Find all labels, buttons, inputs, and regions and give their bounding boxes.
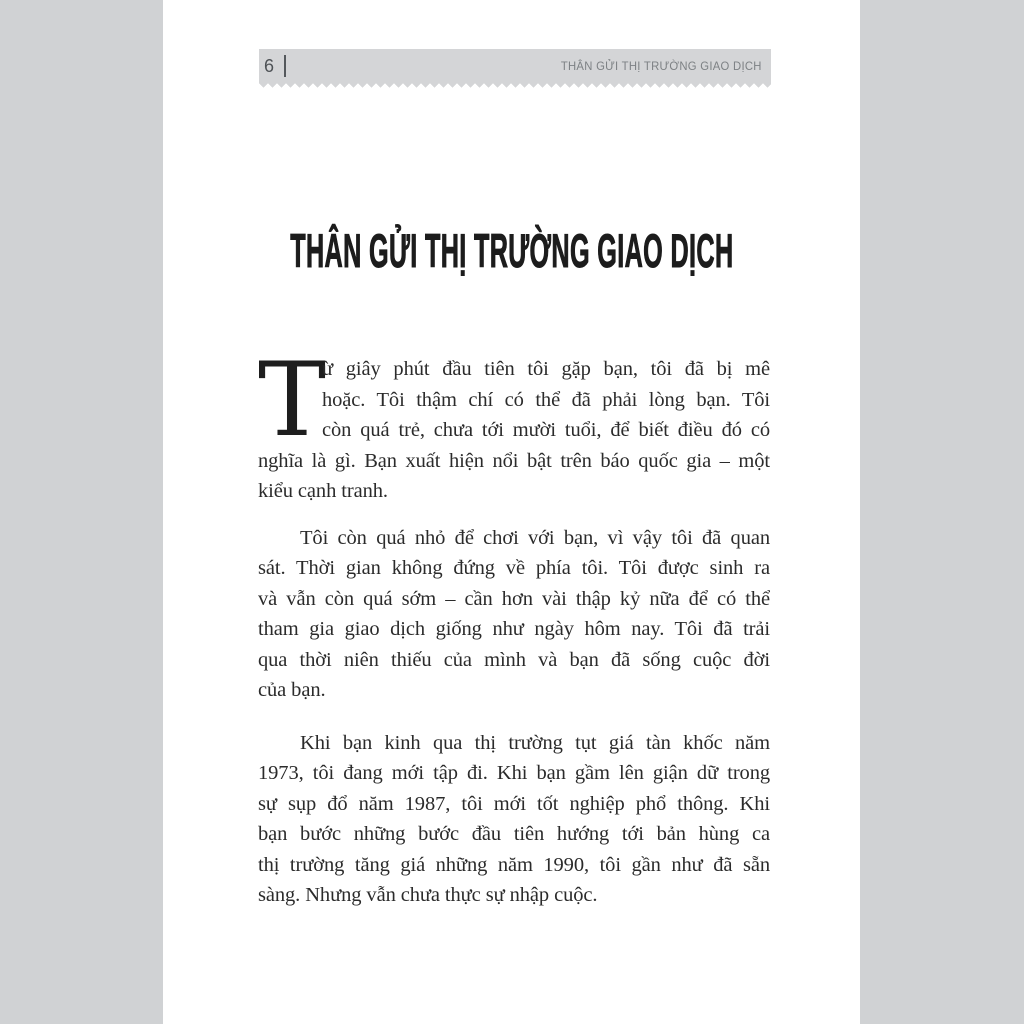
- paragraph-1: [258, 341, 770, 507]
- page-number: 6: [264, 56, 275, 76]
- body-line: Tôi còn quá nhỏ để chơi với bạn, vì vậy tôi đã quan: [300, 526, 770, 549]
- body-line: tham gia giao dịch giống như ngày hôm nay. Tôi đã trải: [258, 618, 770, 640]
- body-line: của bạn.: [258, 679, 326, 701]
- body-line: còn quá trẻ, chưa tới mười tuổi, để biết điều đó có: [322, 419, 770, 441]
- left-margin-backdrop: [0, 0, 163, 1024]
- body-line: sát. Thời gian không đứng về phía tôi. Tôi được sinh ra: [258, 557, 770, 579]
- book-page: [163, 0, 860, 1024]
- dropcap-letter: T: [258, 341, 326, 460]
- chapter-title: THÂN GỬI THỊ TRƯỜNG GIAO DỊCH: [289, 225, 734, 278]
- body-line: hoặc. Tôi thậm chí có thể đã phải lòng bạn. Tôi: [322, 388, 770, 411]
- body-line: 1973, tôi đang mới tập đi. Khi bạn gầm lên giận dữ trong: [258, 762, 770, 784]
- page-number-group: [264, 55, 286, 77]
- page-header-band: [259, 49, 771, 83]
- chapter-title-wrap: [163, 220, 860, 284]
- body-line: thị trường tăng giá những năm 1990, tôi gần như đã sẵn: [258, 853, 770, 876]
- right-margin-backdrop: [860, 0, 1024, 1024]
- running-title: THÂN GỬI THỊ TRƯỜNG GIAO DỊCH: [561, 59, 762, 73]
- body-line: sự sụp đổ năm 1987, tôi mới tốt nghiệp phổ thông. Khi: [258, 792, 770, 815]
- body-line: bạn bước những bước đầu tiên hướng tới bản hùng ca: [258, 823, 770, 845]
- paragraph-2: [258, 523, 770, 706]
- page-number-divider: [284, 55, 286, 77]
- body-text-column: [258, 341, 770, 911]
- body-line: sàng. Nhưng vẫn chưa thực sự nhập cuộc.: [258, 884, 598, 906]
- paragraph-3: [258, 728, 770, 911]
- body-line: ừ giây phút đầu tiên tôi gặp bạn, tôi đã bị mê: [322, 358, 770, 380]
- body-line: qua thời niên thiếu của mình và bạn đã sống cuộc đời: [258, 648, 770, 671]
- body-line: Khi bạn kinh qua thị trường tụt giá tàn khốc năm: [300, 731, 770, 754]
- body-line: và vẫn còn quá sớm – cần hơn vài thập kỷ nữa để có thể: [258, 587, 770, 610]
- body-line: kiểu cạnh tranh.: [258, 480, 388, 502]
- body-line: nghĩa là gì. Bạn xuất hiện nổi bật trên báo quốc gia – một: [258, 449, 770, 472]
